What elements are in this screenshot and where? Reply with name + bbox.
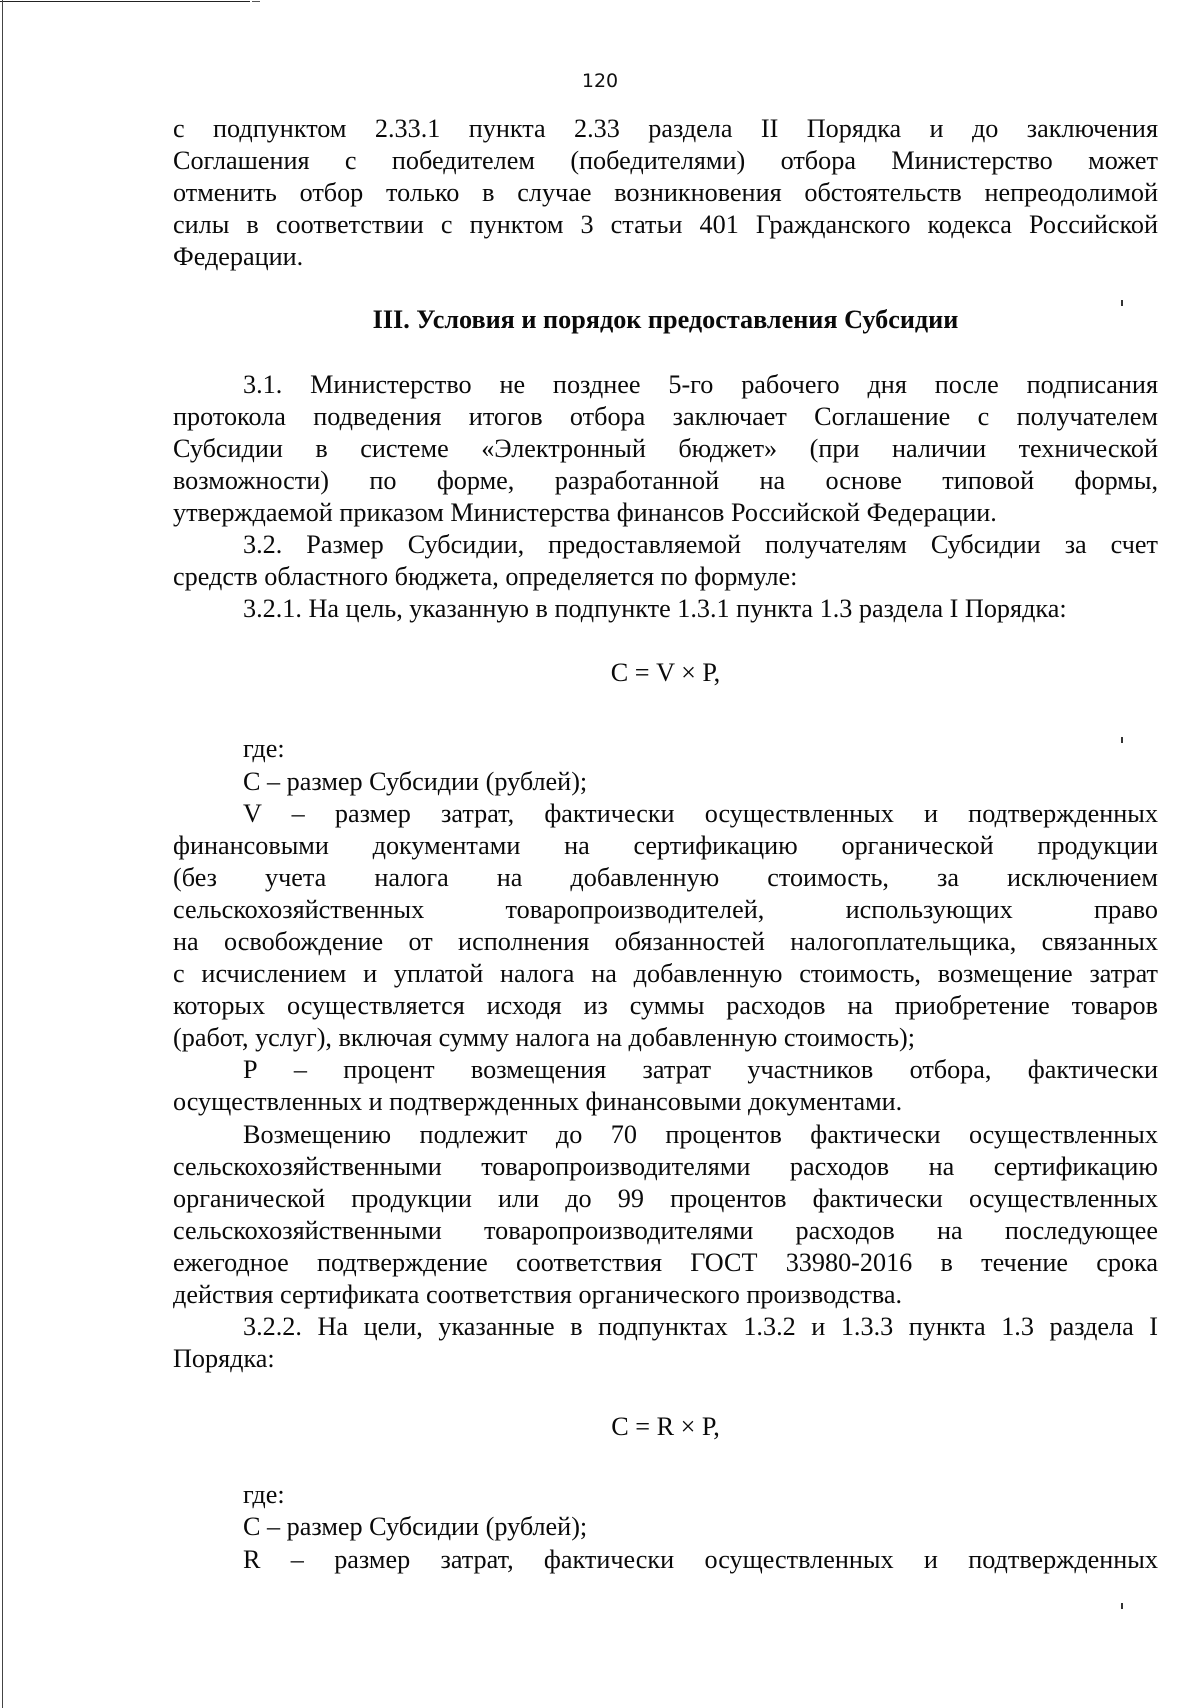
where-label-2: где: [243,1480,285,1510]
paragraph-3-2-line-2: средств областного бюджета, определяется по формуле: [173,562,798,592]
text-line-1: с подпунктом 2.33.1 пункта 2.33 раздела II Порядка и до заключения [173,114,1158,143]
definition-v-line-2: финансовыми документами на сертификацию органической продукции [173,830,1158,860]
scan-edge-top-mark [252,1,260,2]
definition-r-line-1: R – размер затрат, фактически осуществленных и подтвержденных [243,1544,1158,1574]
definition-v-line-4: сельскохозяйственных товаропроизводителей, использующих право [173,894,1158,924]
paragraph-3-2-2-line-1: 3.2.2. На цели, указанные в подпунктах 1.3.2 и 1.3.3 пункта 1.3 раздела I [243,1312,1158,1342]
scan-speck [1121,737,1123,743]
document-body [173,113,1158,1576]
paragraph-3-2-line-1: 3.2. Размер Субсидии, предоставляемой получателям Субсидии за счет [243,530,1158,560]
where-label-1: где: [243,734,285,764]
text-line-3: отменить отбор только в случае возникновения обстоятельств непреодолимой [173,178,1158,208]
text-line-4: силы в соответствии с пунктом 3 статьи 401 Гражданского кодекса Российской [173,210,1158,240]
reimbursement-line-5: ежегодное подтверждение соответствия ГОСТ 33980-2016 в течение срока [173,1247,1158,1277]
scan-edge-left [2,0,3,1708]
definition-v-line-5: на освобождение от исполнения обязанностей налогоплательщика, связанных [173,926,1158,956]
paragraph-3-1-line-5: утверждаемой приказом Министерства финансов Российской Федерации. [173,497,997,527]
scan-edge-top [0,1,250,2]
paragraph-3-1-line-1: 3.1. Министерство не позднее 5-го рабочего дня после подписания [243,369,1158,399]
formula-c-r-p: С = R × Р, [611,1412,720,1442]
page-number: 120 [581,70,619,92]
scan-speck [1121,1603,1123,1609]
definition-v-line-3: (без учета налога на добавленную стоимость, за исключением [173,862,1158,892]
section-heading: III. Условия и порядок предоставления Субсидии [372,305,959,335]
paragraph-3-2-1: 3.2.1. На цель, указанную в подпункте 1.3.1 пункта 1.3 раздела I Порядка: [243,594,1067,624]
formula-c-v-p: С = V × Р, [610,658,721,688]
paragraph-3-1-line-2: протокола подведения итогов отбора заключает Соглашение с получателем [173,401,1158,431]
text-line-2: Соглашения с победителем (победителями) отбора Министерство может [173,146,1158,176]
definition-v-line-7: которых осуществляется исходя из суммы расходов на приобретение товаров [173,991,1158,1021]
definition-p-line-2: осуществленных и подтвержденных финансовыми документами. [173,1087,903,1117]
definition-p-line-1: Р – процент возмещения затрат участников отбора, фактически [243,1055,1158,1085]
reimbursement-line-3: органической продукции или до 99 процентов фактически осуществленных [173,1183,1158,1213]
definition-v-line-8: (работ, услуг), включая сумму налога на добавленную стоимость); [173,1023,916,1053]
paragraph-3-2-2-line-2: Порядка: [173,1344,275,1374]
reimbursement-line-1: Возмещению подлежит до 70 процентов фактически осуществленных [243,1119,1158,1149]
paragraph-3-1-line-3: Субсидии в системе «Электронный бюджет» (при наличии технической [173,433,1158,463]
paragraph-3-1-line-4: возможности) по форме, разработанной на основе типовой формы, [173,465,1158,495]
reimbursement-line-4: сельскохозяйственными товаропроизводителями расходов на последующее [173,1215,1158,1245]
scan-speck [1121,300,1123,306]
definition-v-line-6: с исчислением и уплатой налога на добавленную стоимость, возмещение затрат [173,959,1158,989]
definition-c-1: С – размер Субсидии (рублей); [243,766,588,796]
reimbursement-line-6: действия сертификата соответствия органического производства. [173,1280,903,1309]
definition-c-2: С – размер Субсидии (рублей); [243,1512,588,1542]
definition-v-line-1: V – размер затрат, фактически осуществленных и подтвержденных [243,798,1158,828]
text-line-5: Федерации. [173,242,304,272]
reimbursement-line-2: сельскохозяйственными товаропроизводителями расходов на сертификацию [173,1151,1158,1181]
